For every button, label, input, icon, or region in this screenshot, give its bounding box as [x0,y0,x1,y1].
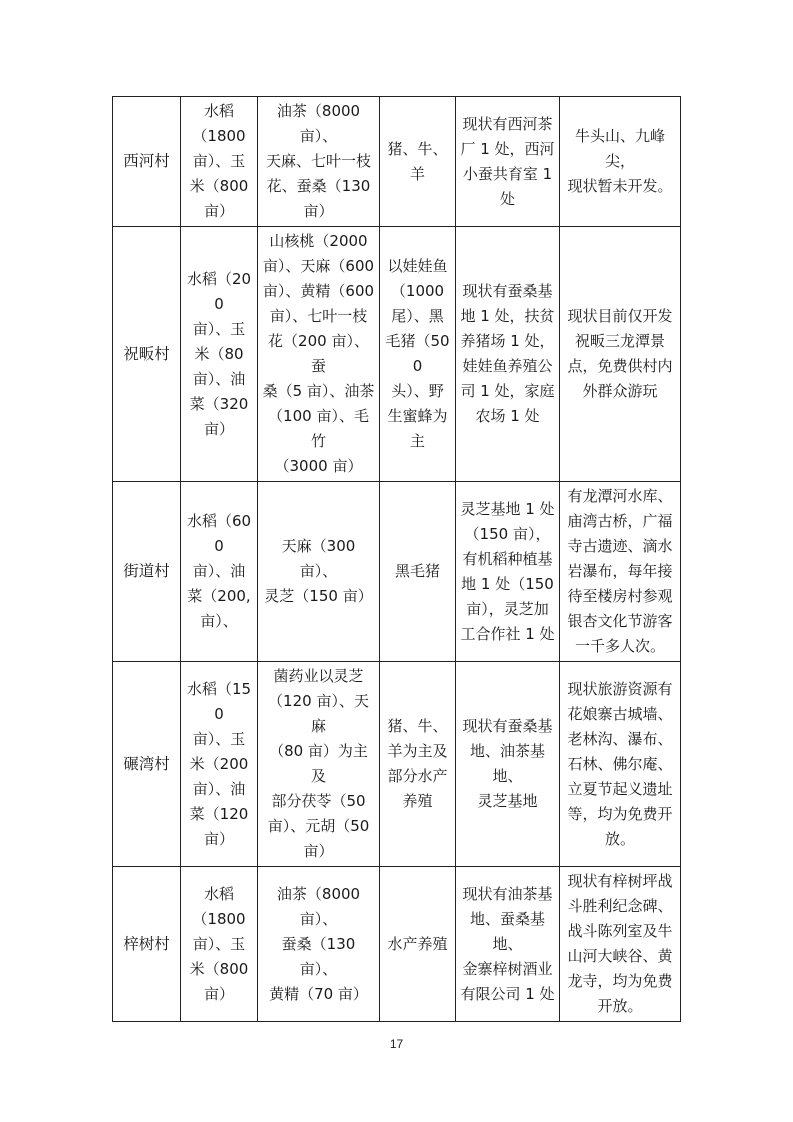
table-row [113,97,681,227]
table-row [113,227,681,482]
status-cell: 现状有蚕桑基 地 1 处，扶贫 养猪场 1 处， 娃娃鱼养殖公 司 1 处，家庭 农场 1 处 [456,227,560,482]
village-name-cell: 祝畈村 [113,227,181,482]
status-cell: 灵芝基地 1 处 （150 亩）， 有机稻种植基 地 1 处（150 亩），灵芝加 工合作社 1 处 [456,482,560,662]
village-name-cell: 梓树村 [113,867,181,1022]
economic-crops-cell: 山核桃（2000 亩）、天麻（600 亩）、黄精（600 亩）、七叶一枝 花（200 亩）、蚕 桑（5 亩）、油茶 （100 亩）、毛竹 （3000 亩） [258,227,380,482]
tourism-cell: 现状目前仅开发 祝畈三龙潭景 点，免费供村内 外群众游玩 [560,227,681,482]
livestock-cell: 黑毛猪 [380,482,456,662]
tourism-cell: 牛头山、九峰尖， 现状暂未开发。 [560,97,681,227]
grain-crops-cell: 水稻 （1800 亩）、玉 米（800 亩） [181,97,258,227]
tourism-cell: 现状有梓树坪战 斗胜利纪念碑、 战斗陈列室及牛 山河大峡谷、黄 龙寺，均为免费 开放。 [560,867,681,1022]
livestock-cell: 猪、牛、 羊为主及 部分水产 养殖 [380,662,456,867]
village-resource-table [112,96,681,1022]
livestock-cell: 以娃娃鱼 （1000 尾）、黑 毛猪（500 头）、野 生蜜蜂为 主 [380,227,456,482]
livestock-cell: 水产养殖 [380,867,456,1022]
tourism-cell: 有龙潭河水库、 庙湾古桥，广福 寺古遗迹、滴水 岩瀑布，每年接 待至楼房村参观 银杏文化节游客 一千多人次。 [560,482,681,662]
economic-crops-cell: 天麻（300 亩）、 灵芝（150 亩） [258,482,380,662]
livestock-cell: 猪、牛、 羊 [380,97,456,227]
grain-crops-cell: 水稻 （1800 亩）、玉 米（800 亩） [181,867,258,1022]
table-row [113,867,681,1022]
economic-crops-cell: 油茶（8000 亩）、 蚕桑（130 亩）、 黄精（70 亩） [258,867,380,1022]
status-cell: 现状有蚕桑基 地、油茶基地、 灵芝基地 [456,662,560,867]
economic-crops-cell: 油茶（8000 亩）、 天麻、七叶一枝 花、蚕桑（130 亩） [258,97,380,227]
tourism-cell: 现状旅游资源有 花娘寨古城墙、 老林沟、瀑布、 石林、佛尔庵、 立夏节起义遗址 等，均为免费开 放。 [560,662,681,867]
economic-crops-cell: 菌药业以灵芝 （120 亩）、天麻 （80 亩）为主及 部分茯苓（50 亩）、元胡（50 亩） [258,662,380,867]
grain-crops-cell: 水稻（600 亩）、油 菜（200, 亩）、 [181,482,258,662]
status-cell: 现状有油茶基 地、蚕桑基地、 金寨梓树酒业 有限公司 1 处 [456,867,560,1022]
grain-crops-cell: 水稻（150 亩）、玉 米（200 亩）、油 菜（120 亩） [181,662,258,867]
village-name-cell: 西河村 [113,97,181,227]
grain-crops-cell: 水稻（200 亩）、玉 米（80 亩）、油 菜（320 亩） [181,227,258,482]
page-number: 17 [389,1037,404,1051]
table-row [113,662,681,867]
status-cell: 现状有西河茶 厂 1 处，西河 小蚕共育室 1 处 [456,97,560,227]
table-row [113,482,681,662]
village-name-cell: 街道村 [113,482,181,662]
village-name-cell: 碾湾村 [113,662,181,867]
